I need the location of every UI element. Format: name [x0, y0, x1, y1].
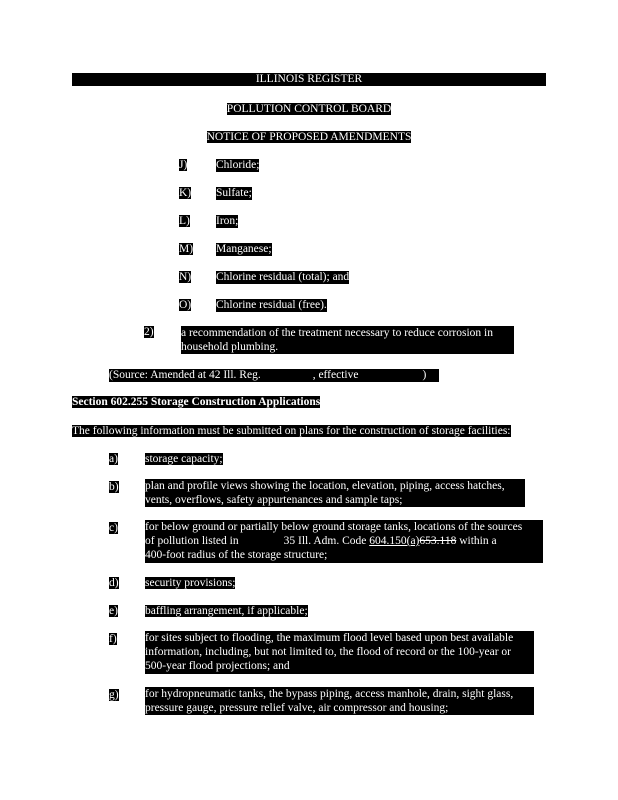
sub-item-o — [179, 299, 327, 312]
sub-item-label: L) — [179, 215, 190, 227]
sub-item-l — [179, 215, 239, 228]
sub-item-text: Chlorine residual (free). — [216, 299, 327, 311]
item-e-label: e) — [109, 605, 118, 617]
item-d-label: d) — [109, 577, 119, 589]
sub-item-k — [179, 187, 252, 200]
item-g-text: for hydropneumatic tanks, the bypass piping, access manhole, drain, sight glass, pressure gauge, pressure relief valve, air compressor and housing; — [145, 687, 534, 715]
sub-item-m — [179, 243, 272, 256]
item-g-label: g) — [109, 689, 119, 701]
sub-item-text: Manganese; — [216, 243, 272, 255]
item-d-text: security provisions; — [145, 577, 236, 589]
item-2-text: a recommendation of the treatment necessary to reduce corrosion in household plumbing. — [181, 326, 514, 354]
item-2-label: 2) — [144, 326, 154, 338]
item-f-label: f) — [109, 633, 117, 645]
item-b-text: plan and profile views showing the location, elevation, piping, access hatches, vents, overflows, safety appurtenances and sample taps; — [145, 479, 525, 507]
sub-item-text: Iron; — [216, 215, 239, 227]
sub-item-label: K) — [179, 187, 192, 199]
sub-item-text: Sulfate; — [216, 187, 252, 199]
section-heading: Section 602.255 Storage Construction Applications — [72, 396, 321, 408]
sub-item-j — [179, 159, 260, 172]
item-a-label: a) — [109, 453, 118, 465]
section-intro: The following information must be submitted on plans for the construction of storage facilities: — [72, 425, 511, 437]
item-a-text: storage capacity; — [145, 453, 223, 465]
item-f-text: for sites subject to flooding, the maximum flood level based upon best available information, including, but not limited to, the flood of record or the 100-year or 500-year flood projections; and — [145, 631, 534, 674]
sub-item-label: N) — [179, 271, 192, 283]
register-title: ILLINOIS REGISTER — [255, 73, 363, 85]
source-note: (Source: Amended at 42 Ill. Reg. , effective ) — [109, 369, 439, 382]
sub-item-text: Chloride; — [216, 159, 260, 171]
sub-item-label: J) — [179, 159, 188, 171]
sub-item-label: O) — [179, 299, 192, 311]
notice-title: NOTICE OF PROPOSED AMENDMENTS — [206, 131, 412, 143]
sub-item-n — [179, 271, 350, 284]
item-b-label: b) — [109, 481, 119, 493]
board-title: POLLUTION CONTROL BOARD — [226, 103, 392, 115]
item-e-text: baffling arrangement, if applicable; — [145, 605, 308, 617]
sub-item-label: M) — [179, 243, 194, 255]
sub-item-text: Chlorine residual (total); and — [216, 271, 350, 283]
item-c-text: for below ground or partially below ground storage tanks, locations of the sources of pollution listed in 35 Ill. Adm. Code 604.150(a)653.118 within a 400-foot radius of the storage structure; — [145, 520, 543, 563]
item-c-label: c) — [109, 522, 118, 534]
